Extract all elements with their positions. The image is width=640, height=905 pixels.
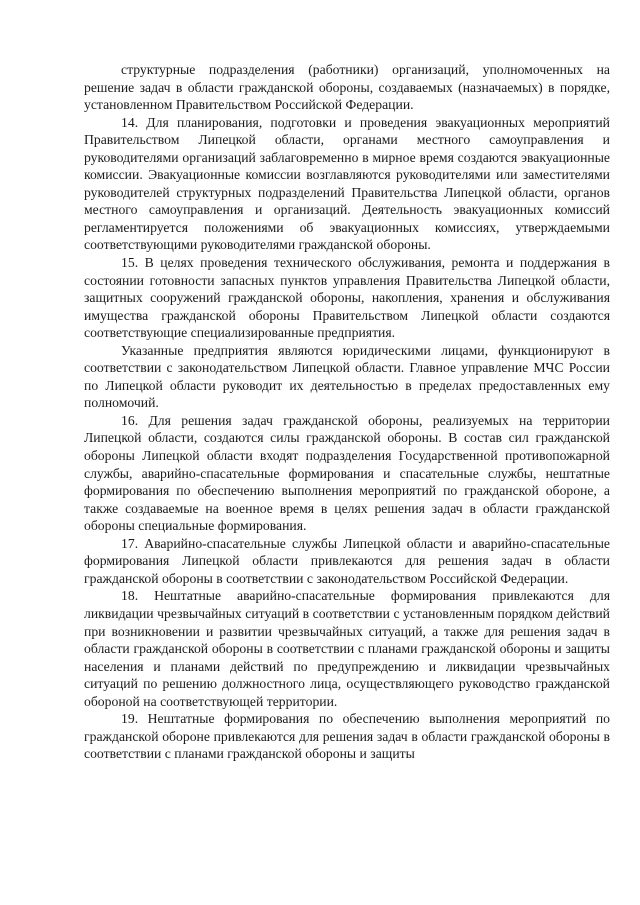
- paragraph-19: 19. Нештатные формирования по обеспечению выполнения мероприятий по гражданской обороне привлекаются для решения задач в области гражданской обороны в соответствии с планами гражданской обороны и защиты: [84, 711, 610, 762]
- paragraph-14: 14. Для планирования, подготовки и проведения эвакуационных мероприятий Правительством Липецкой области, органами местного самоуправления и руководителями организаций заблаговременно в мирное время создаются эвакуационные комиссии. Эвакуационные комиссии возглавляются руководителями или заместителями руководителей структурных подразделений Правительства Липецкой области, органов местного самоуправления и организаций. Деятельность эвакуационных комиссий регламентируется положениями об эвакуационных комиссиях, утверждаемыми соответствующими руководителями гражданской обороны.: [84, 114, 610, 253]
- paragraph-15: 15. В целях проведения технического обслуживания, ремонта и поддержания в состоянии готовности запасных пунктов управления Правительства Липецкой области, защитных сооружений гражданской обороны, накопления, хранения и обслуживания имущества гражданской обороны Правительством Липецкой области создаются соответствующие специализированные предприятия.: [84, 255, 610, 341]
- document-page: [84, 61, 610, 763]
- paragraph-continuation: структурные подразделения (работники) организаций, уполномоченных на решение задач в области гражданской обороны, создаваемых (назначаемых) в порядке, установленном Правительством Российской Федерации.: [84, 62, 610, 113]
- paragraph-18: 18. Нештатные аварийно-спасательные формирования привлекаются для ликвидации чрезвычайных ситуаций в соответствии с установленным порядком действий при возникновении и развитии чрезвычайных ситуаций, а также для решения задач в области гражданской обороны в соответствии с планами гражданской обороны и защиты населения и планами действий по предупреждению и ликвидации чрезвычайных ситуаций по решению должностного лица, осуществляющего руководство гражданской обороной на соответствующей территории.: [84, 588, 610, 709]
- paragraph-15-note: Указанные предприятия являются юридическими лицами, функционируют в соответствии с законодательством Липецкой области. Главное управление МЧС России по Липецкой области руководит их деятельностью в пределах предоставленных ему полномочий.: [84, 342, 610, 411]
- paragraph-17: 17. Аварийно-спасательные службы Липецкой области и аварийно-спасательные формирования Липецкой области привлекаются для решения задач в области гражданской обороны в соответствии с законодательством Российской Федерации.: [84, 535, 610, 586]
- paragraph-16: 16. Для решения задач гражданской обороны, реализуемых на территории Липецкой области, создаются силы гражданской обороны. В состав сил гражданской обороны Липецкой области входят подразделения Государственной противопожарной службы, аварийно-спасательные формирования и спасательные службы, нештатные формирования по обеспечению выполнения мероприятий по гражданской обороне, а также создаваемые на военное время в целях решения задач в области гражданской обороны специальные формирования.: [84, 412, 610, 534]
